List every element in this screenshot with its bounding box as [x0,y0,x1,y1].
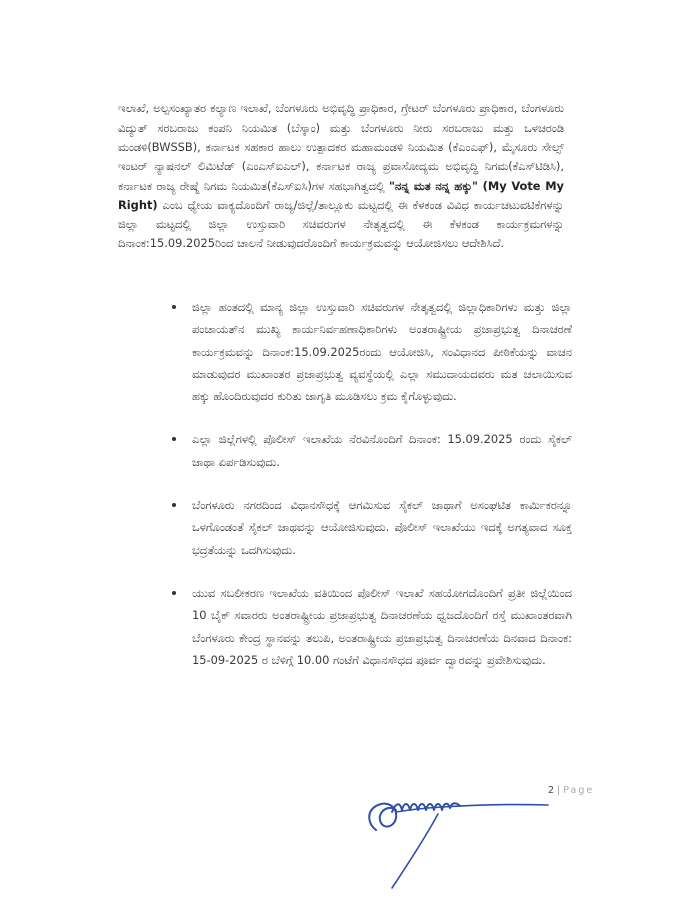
list-item [172,296,572,407]
list-item [172,494,572,561]
bullet-icon [172,591,176,595]
bullet-icon [172,305,176,309]
list-item-text: ಬೆಂಗಳೂರು ನಗರದಿಂದ ವಿಧಾನಸೌಧಕ್ಕೆ ಆಗಮಿಸುವ ಸೈಕಲ್ ಜಾಥಾಗೆ ಅಸಂಘಟಿತ ಕಾರ್ಮಿಕರನ್ನೂ ಒಳಗೊಂಡಂತೆ ಸೈಕಲ್ ಜಾಥವನ್ನು ಆಯೋಜಿಸುವುದು. ಪೊಲೀಸ್ ಇಲಾಖೆಯು ಇದಕ್ಕೆ ಅಗತ್ಯವಾದ ಸೂಕ್ತ ಭದ್ರತೆಯನ್ನು ಒದಗಿಸುವುದು. [192,498,572,557]
page-label: Page [563,785,595,796]
slogan-bold: "ನನ್ನ ಮತ ನನ್ನ ಹಕ್ಕು" (My Vote My Right) [118,178,564,212]
list-item-text: ಜಿಲ್ಲಾ ಹಂತದಲ್ಲಿ ಮಾನ್ಯ ಜಿಲ್ಲಾ ಉಸ್ತುವಾರಿ ಸಚಿವರುಗಳ ನೇತೃತ್ವದಲ್ಲಿ ಜಿಲ್ಲಾಧಿಕಾರಿಗಳು ಮತ್ತು ಜಿಲ್ಲಾ ಪಂಚಾಯತ್‌ನ ಮುಖ್ಯ ಕಾರ್ಯನಿರ್ವಹಣಾಧಿಕಾರಿಗಳು ಅಂತರಾಷ್ಟ್ರೀಯ ಪ್ರಜಾಪ್ರಭುತ್ವ ದಿನಾಚರಣೆ ಕಾರ್ಯಕ್ರಮವನ್ನು ದಿನಾಂಕ:15.09.2025ರಂದು ಆಯೋಜಿಸಿ, ಸಂವಿಧಾನದ ಪೀಠಿಕೆಯನ್ನು ವಾಚನ ಮಾಡುವುದರ ಮುಖಾಂತರ ಪ್ರಜಾಪ್ರಭುತ್ವ ವ್ಯವಸ್ಥೆಯಲ್ಲಿ ಎಲ್ಲಾ ಸಮುದಾಯದವರು ಮತ ಚಲಾಯಿಸುವ ಹಕ್ಕು ಹೊಂದಿರುವುದರ ಕುರಿತು ಜಾಗೃತಿ ಮೂಡಿಸಲು ಕ್ರಮ ಕೈಗೊಳ್ಳುವುದು. [192,300,572,404]
intro-text-end: ಎಂಬ ಧ್ಯೇಯ ವಾಕ್ಯದೊಂದಿಗೆ ರಾಜ್ಯ/ಜಿಲ್ಲೆ/ತಾಲ್ಲೂಕು ಮಟ್ಟದಲ್ಲಿ ಈ ಕೆಳಕಂಡ ವಿವಿಧ ಕಾರ್ಯಚಟುವಟಿಕೆಗಳನ್ನು ಜಿಲ್ಲಾ ಮಟ್ಟದಲ್ಲಿ ಜಿಲ್ಲಾ ಉಸ್ತುವಾರಿ ಸಚಿವರುಗಳ ನೇತೃತ್ವದಲ್ಲಿ ಈ ಕೆಳಕಂಡ ಕಾರ್ಯಕ್ರಮಗಳನ್ನು ದಿನಾಂಕ:15.09.2025ರಿಂದ ಚಾಲನೆ ನೀಡುವುದರೊಂದಿಗೆ ಕಾರ್ಯಕ್ರಮವನ್ನು ಆಯೋಜಿಸಲು ಆದೇಶಿಸಿದೆ. [118,197,564,251]
bullet-icon [172,503,176,507]
intro-text-start: ಇಲಾಖೆ, ಅಲ್ಪಸಂಖ್ಯಾತರ ಕಲ್ಯಾಣ ಇಲಾಖೆ, ಬೆಂಗಳೂರು ಅಭಿವೃದ್ಧಿ ಪ್ರಾಧಿಕಾರ, ಗ್ರೇಟರ್ ಬೆಂಗಳೂರು ಪ್ರಾಧಿಕಾರ, ಬೆಂಗಳೂರು ವಿದ್ಯುತ್ ಸರಬರಾಜು ಕಂಪನಿ ನಿಯಮಿತ (ಬೆಸ್ಕಾಂ) ಮತ್ತು ಬೆಂಗಳೂರು ನೀರು ಸರಬರಾಜು ಮತ್ತು ಒಳಚರಂಡಿ ಮಂಡಳಿ(BWSSB), ಕರ್ನಾಟಕ ಸಹಕಾರ ಹಾಲು ಉತ್ಪಾದಕರ ಮಹಾಮಂಡಳಿ ನಿಯಮಿತ (ಕೆಎಂಎಫ್), ಮೈಸೂರು ಸೇಲ್ಸ್ ಇಂಟರ್ ನ್ಯಾಷನಲ್ ಲಿಮಿಟೆಡ್ (ಎಂಎಸ್ಐಎಲ್), ಕರ್ನಾಟಕ ರಾಜ್ಯ ಪ್ರವಾಸೋದ್ಯಮ ಅಭಿವೃದ್ಧಿ ನಿಗಮ(ಕೆಎಸ್‌ಟಿಡಿಸಿ), ಕರ್ನಾಟಕ ರಾಜ್ಯ ರೇಷ್ಮೆ ನಿಗಮ ನಿಯಮಿತ(ಕೆಎಸ್ಐಸಿ)ಗಳ ಸಹಭಾಗಿತ್ವದಲ್ಲಿ [118,101,564,193]
signature-icon [362,780,602,895]
page-number-separator: | [557,785,562,796]
bullet-icon [172,437,176,441]
list-item [172,428,572,473]
list-item-text: ಎಲ್ಲಾ ಜಿಲ್ಲೆಗಳಲ್ಲಿ ಪೊಲೀಸ್ ಇಲಾಖೆಯ ನೆರವಿನೊಂದಿಗೆ ದಿನಾಂಕ: 15.09.2025 ರಂದು ಸೈಕಲ್ ಜಾಥಾ ಏರ್ಪಡಿಸುವುದು. [192,432,572,469]
instruction-list [172,296,572,692]
list-item-text: ಯುವ ಸಬಲೀಕರಣ ಇಲಾಖೆಯ ವತಿಯಿಂದ ಪೊಲೀಸ್ ಇಲಾಖೆ ಸಹಯೋಗದೊಂದಿಗೆ ಪ್ರತೀ ಜಿಲ್ಲೆಯಿಂದ 10 ಬೈಕ್ ಸವಾರರು ಅಂತರಾಷ್ಟ್ರೀಯ ಪ್ರಜಾಪ್ರಭುತ್ವ ದಿನಾಚರಣೆಯ ಧ್ವಜದೊಂದಿಗೆ ರಸ್ತೆ ಮುಖಾಂತರವಾಗಿ ಬೆಂಗಳೂರು ಕೇಂದ್ರ ಸ್ಥಾನವನ್ನು ತಲುಪಿ, ಅಂತರಾಷ್ಟ್ರೀಯ ಪ್ರಜಾಪ್ರಭುತ್ವ ದಿನಾಚರಣೆಯ ದಿನವಾದ ದಿನಾಂಕ: 15-09-2025 ರ ಬೆಳಿಗ್ಗೆ 10.00 ಗಂಟೆಗೆ ವಿಧಾನಸೌಧದ ಪೂರ್ವ ದ್ವಾರವನ್ನು ಪ್ರವೇಶಿಸುವುದು. [192,585,572,667]
list-item [172,582,572,671]
page-number-value: 2 [548,785,556,796]
intro-paragraph [118,99,564,253]
